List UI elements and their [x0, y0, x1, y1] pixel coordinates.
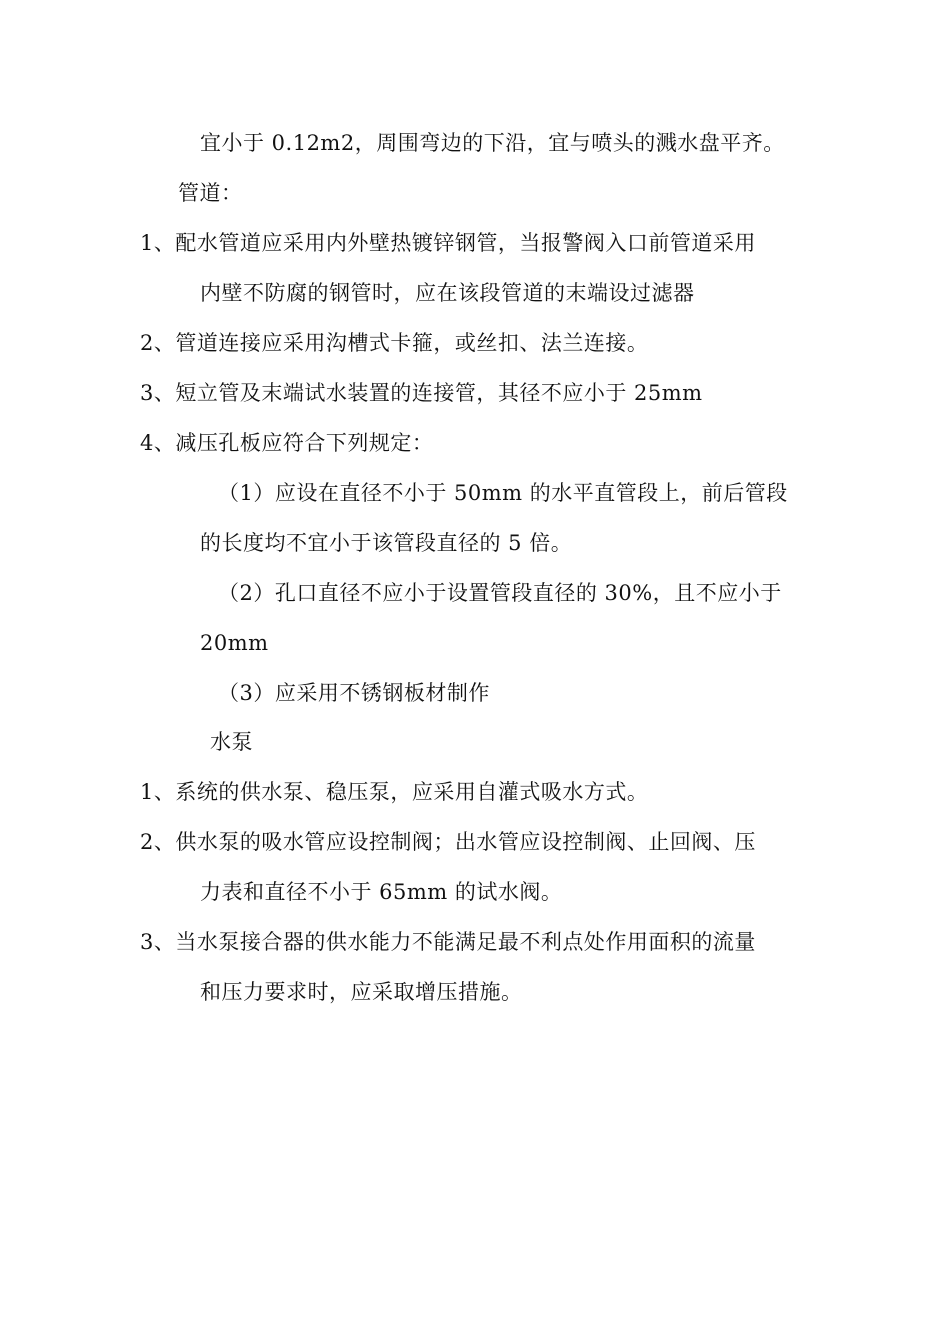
pump-item-1: 1、系统的供水泵、稳压泵，应采用自灌式吸水方式。	[140, 780, 649, 804]
pump-item-2-cont: 力表和直径不小于 65mm 的试水阀。	[200, 880, 563, 904]
pump-item-3: 3、当水泵接合器的供水能力不能满足最不利点处作用面积的流量	[140, 930, 756, 954]
sub-item-3: （3）应采用不锈钢板材制作	[218, 681, 490, 705]
pump-item-2: 2、供水泵的吸水管应设控制阀；出水管应设控制阀、止回阀、压	[140, 830, 756, 854]
sub-item-1-cont: 的长度均不宜小于该管段直径的 5 倍。	[200, 531, 573, 555]
list-item-4: 4、减压孔板应符合下列规定：	[140, 431, 434, 455]
sub-item-2-cont: 20mm	[200, 631, 269, 655]
list-item-1-cont: 内壁不防腐的钢管时，应在该段管道的末端设过滤器	[200, 281, 695, 305]
list-item-1: 1、配水管道应采用内外壁热镀锌钢管，当报警阀入口前管道采用	[140, 231, 756, 255]
list-item-2: 2、管道连接应采用沟槽式卡箍，或丝扣、法兰连接。	[140, 331, 649, 355]
pump-item-3-cont: 和压力要求时，应采取增压措施。	[200, 980, 523, 1004]
sub-item-2: （2）孔口直径不应小于设置管段直径的 30%，且不应小于	[218, 581, 782, 605]
section-heading-pipes: 管道：	[178, 181, 243, 205]
sub-item-1: （1）应设在直径不小于 50mm 的水平直管段上，前后管段	[218, 481, 788, 505]
text-line-1: 宜小于 0.12m2，周围弯边的下沿，宜与喷头的溅水盘平齐。	[200, 131, 785, 155]
section-heading-pump: 水泵	[210, 730, 253, 754]
list-item-3: 3、短立管及末端试水装置的连接管，其径不应小于 25mm	[140, 381, 703, 405]
